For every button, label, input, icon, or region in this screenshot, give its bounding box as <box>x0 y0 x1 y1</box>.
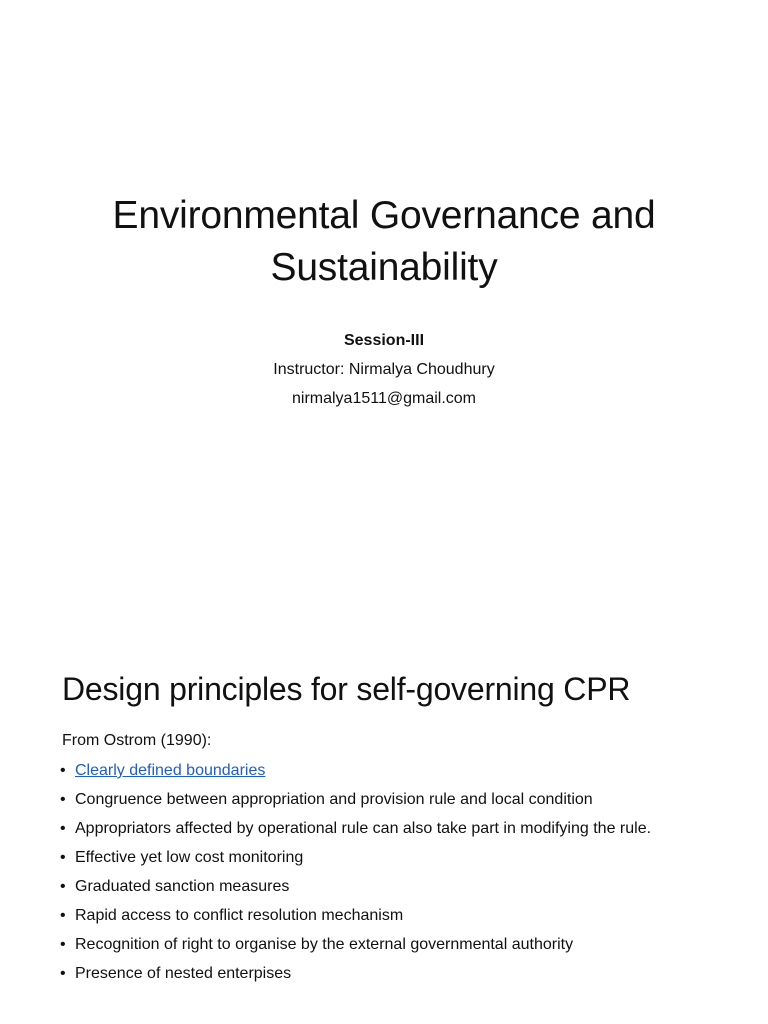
bullet-icon: • <box>60 907 66 924</box>
list-item <box>60 847 700 868</box>
list-item <box>60 963 700 984</box>
list-item <box>60 876 700 897</box>
list-item-text: Effective yet low cost monitoring <box>75 849 304 866</box>
link-clearly-defined-boundaries[interactable]: Clearly defined boundaries <box>75 762 266 779</box>
slide-subtitle <box>0 326 768 413</box>
bullet-icon: • <box>60 762 66 779</box>
title-line-1: Environmental Governance and <box>112 194 656 238</box>
intro-text: From Ostrom (1990): <box>62 732 212 749</box>
content-slide <box>0 576 768 1024</box>
slide-title <box>40 190 728 294</box>
list-item <box>60 789 700 810</box>
section-title: Design principles for self-governing CPR <box>62 670 631 707</box>
list-item <box>60 818 700 839</box>
title-line-2: Sustainability <box>270 246 498 290</box>
bullet-icon: • <box>60 878 66 895</box>
list-item <box>60 934 700 955</box>
list-item-text: Appropriators affected by operational rule can also take part in modifying the rule. <box>75 820 652 837</box>
list-item-text: Congruence between appropriation and provision rule and local condition <box>75 791 593 808</box>
bullet-icon: • <box>60 936 66 953</box>
session-label: Session-III <box>343 332 425 349</box>
bullet-icon: • <box>60 849 66 866</box>
list-item-text: Graduated sanction measures <box>75 878 290 895</box>
list-item-text: Rapid access to conflict resolution mechanism <box>75 907 404 924</box>
list-item <box>60 760 700 781</box>
bullet-icon: • <box>60 965 66 982</box>
principles-list <box>60 760 700 992</box>
list-item-text: Recognition of right to organise by the external governmental authority <box>75 936 574 953</box>
bullet-icon: • <box>60 791 66 808</box>
instructor-label: Instructor: Nirmalya Choudhury <box>273 361 495 378</box>
instructor-email: nirmalya1511@gmail.com <box>291 390 476 407</box>
bullet-icon: • <box>60 820 66 837</box>
list-item <box>60 905 700 926</box>
list-item-text: Presence of nested enterpises <box>75 965 292 982</box>
